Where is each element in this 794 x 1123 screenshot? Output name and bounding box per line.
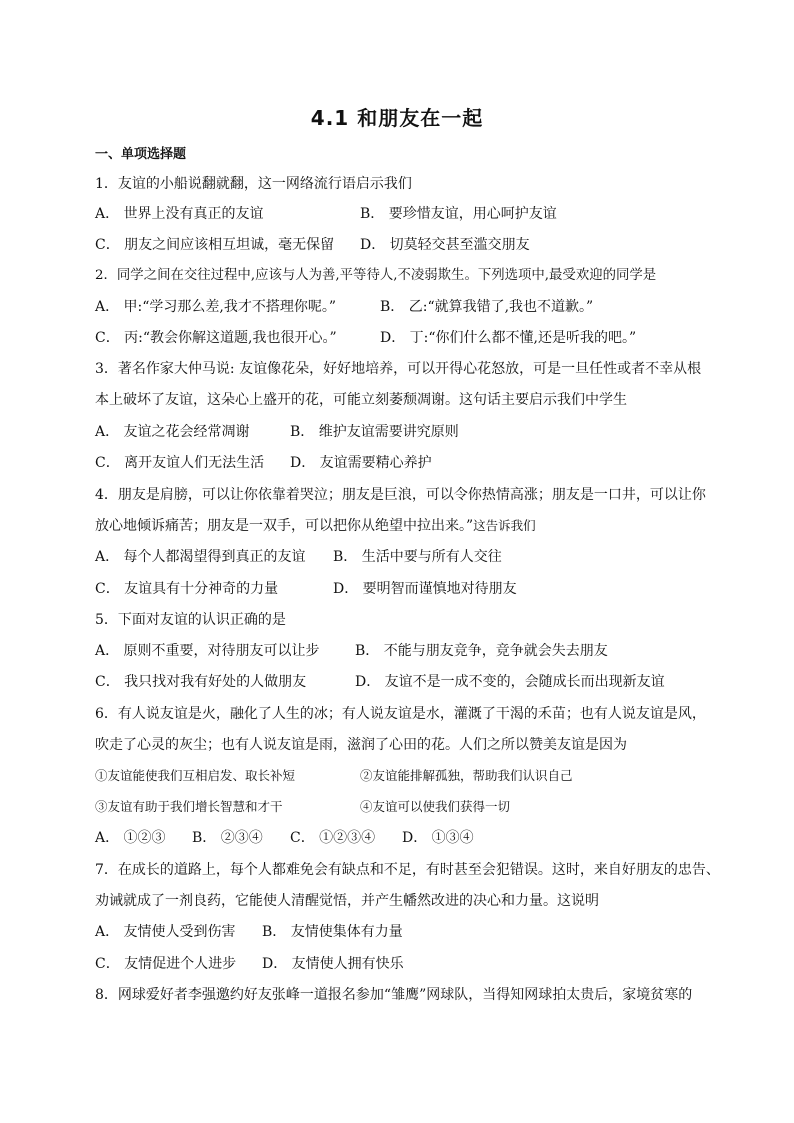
question-3-stem-line-2: 本上破坏了友谊，这朵心上盛开的花，可能立刻萎颓凋谢。这句话主要启示我们中学生 xyxy=(95,392,627,408)
question-4-option-c[interactable]: C． 友谊具有十分神奇的力量 xyxy=(95,581,279,597)
question-6-statement-1: ①友谊能使我们互相启发、取长补短 xyxy=(95,768,296,783)
question-2-option-c[interactable]: C． 丙:“教会你解这道题,我也很开心。” xyxy=(95,330,337,346)
question-7-option-d[interactable]: D． 友情使人拥有快乐 xyxy=(262,956,404,972)
question-7-stem-line-1: 7．在成长的道路上，每个人都难免会有缺点和不足，有时甚至会犯错误。这时，来自好朋友的忠告、 xyxy=(95,862,720,878)
question-1-option-a[interactable]: A． 世界上没有真正的友谊 xyxy=(95,206,264,222)
question-6-stem-line-2: 吹走了心灵的灰尘；也有人说友谊是雨，滋润了心田的花。人们之所以赞美友谊是因为 xyxy=(95,737,627,753)
question-4-stem-line-1: 4．朋友是肩膀，可以让你依靠着哭泣；朋友是巨浪，可以令你热情高涨；朋友是一口井，可以让你 xyxy=(95,487,706,503)
question-7-stem-line-2: 劝诫就成了一剂良药，它能使人清醒觉悟，并产生幡然改进的决心和力量。这说明 xyxy=(95,893,599,909)
question-4-option-a[interactable]: A． 每个人都渴望得到真正的友谊 xyxy=(95,549,306,565)
question-2-option-d[interactable]: D． 丁:“你们什么都不懂,还是听我的吧。” xyxy=(380,330,637,346)
question-1-option-d[interactable]: D． 切莫轻交甚至滥交朋友 xyxy=(360,237,530,253)
question-7-option-a[interactable]: A． 友情使人受到伤害 xyxy=(95,924,236,940)
question-4-stem-tail: 这告诉我们 xyxy=(473,518,536,533)
question-3-stem-line-1: 3．著名作家大仲马说: 友谊像花朵，好好地培养，可以开得心花怒放，可是一旦任性或者不幸从根 xyxy=(95,361,702,377)
page-title: 4.1 和朋友在一起 xyxy=(310,106,484,130)
question-3-option-b[interactable]: B． 维护友谊需要讲究原则 xyxy=(290,424,459,440)
section-heading: 一、单项选择题 xyxy=(95,147,187,162)
question-6-statement-4: ④友谊可以使我们获得一切 xyxy=(360,799,511,814)
question-1-stem: 1．友谊的小船说翻就翻，这一网络流行语启示我们 xyxy=(95,176,412,192)
question-6-option-d[interactable]: D． ①③④ xyxy=(402,830,474,846)
question-8-stem-line-1: 8．网球爱好者李强邀约好友张峰一道报名参加“雏鹰”网球队，当得知网球拍太贵后，家境贫寒的 xyxy=(95,987,693,1003)
question-4-option-d[interactable]: D． 要明智而谨慎地对待朋友 xyxy=(333,581,517,597)
question-5-option-b[interactable]: B． 不能与朋友竞争，竞争就会失去朋友 xyxy=(355,643,608,659)
question-6-option-c[interactable]: C． ①②③④ xyxy=(290,830,376,846)
question-2-stem: 2．同学之间在交往过程中,应该与人为善,平等待人,不凌弱欺生。下列选项中,最受欢迎的同学是 xyxy=(95,268,657,283)
question-6-statement-2: ②友谊能排解孤独，帮助我们认识自己 xyxy=(360,768,573,783)
question-1-option-b[interactable]: B． 要珍惜友谊，用心呵护友谊 xyxy=(360,206,557,222)
question-5-option-a[interactable]: A． 原则不重要，对待朋友可以让步 xyxy=(95,643,320,659)
question-6-option-b[interactable]: B． ②③④ xyxy=(192,830,263,846)
question-5-option-c[interactable]: C． 我只找对我有好处的人做朋友 xyxy=(95,674,307,690)
question-1-option-c[interactable]: C． 朋友之间应该相互坦诚，毫无保留 xyxy=(95,237,335,253)
question-4-stem-text: 放心地倾诉痛苦；朋友是一双手，可以把你从绝望中拉出来。” xyxy=(95,518,474,534)
question-3-option-c[interactable]: C． 离开友谊人们无法生活 xyxy=(95,455,265,471)
question-4-option-b[interactable]: B． 生活中要与所有人交往 xyxy=(333,549,502,565)
question-7-option-c[interactable]: C． 友情促进个人进步 xyxy=(95,956,237,972)
question-6-statement-3: ③友谊有助于我们增长智慧和才干 xyxy=(95,799,283,814)
question-7-option-b[interactable]: B． 友情使集体有力量 xyxy=(262,924,403,940)
question-6-stem-line-1: 6．有人说友谊是火，融化了人生的冰；有人说友谊是水，灌溉了干渴的禾苗；也有人说友谊是风， xyxy=(95,706,706,722)
question-2-option-a[interactable]: A． 甲:“学习那么差,我才不搭理你呢。” xyxy=(95,299,337,315)
question-5-option-d[interactable]: D． 友谊不是一成不变的，会随成长而出现新友谊 xyxy=(355,674,665,690)
question-5-stem: 5．下面对友谊的认识正确的是 xyxy=(95,612,286,628)
question-2-option-b[interactable]: B． 乙:“就算我错了,我也不道歉。” xyxy=(380,299,594,315)
question-4-stem-line-2 xyxy=(95,516,536,536)
question-6-option-a[interactable]: A． ①②③ xyxy=(95,830,166,846)
question-3-option-d[interactable]: D． 友谊需要精心养护 xyxy=(290,455,432,471)
question-3-option-a[interactable]: A． 友谊之花会经常凋谢 xyxy=(95,424,250,440)
